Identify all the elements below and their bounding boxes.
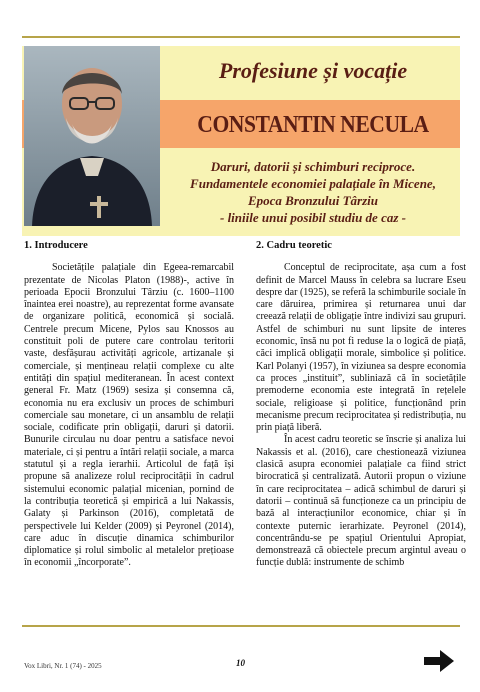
rubric-title: Profesiune și vocație [218,58,408,83]
journal-info: Vox Libri, Nr. 1 (74) - 2025 [24,662,102,670]
theory-paragraph-1: Conceptul de reciprocitate, așa cum a fost definit de Marcel Mauss în celebra sa lucrare Eseu despre dar (1925), se referă la schimburile sociale în care dăruirea, primirea și returnarea unui dar creează relații de obligație între indivizi sau grupuri. Astfel de schimburi nu sunt lipsite de interes economic, însă nu pot fi reduse la o logică de piață, căci implică obligații morale, simbolice și politice. Karl Polanyi (1957), în viziunea sa despre economia ca proces „instituit”, subliniază că în societățile premoderne economia este integrată în rețelele sociale, religioase și politice, funcționând prin mecanisme precum reciprocitatea și redistribuția, nu prin piață liberă. [256,262,466,434]
subtitle-line: Daruri, datorii și schimburi reciproce. [210,159,416,174]
left-column [24,240,234,570]
section-title-introduction: 1. Introducere [24,240,88,251]
section-title-theory: 2. Cadru teoretic [256,240,332,251]
arrow-right-icon[interactable] [424,650,454,677]
author-name: CONSTANTIN NECULA [197,112,429,138]
theory-paragraph-2: În acest cadru teoretic se înscrie și analiza lui Nakassis et al. (2016), care chestionează viziunea clasică asupra economiei palațiale ca fiind strict birocratică și centralizată. Autorii propun o viziune în care reciprocitatea – adică schimbul de daruri și datorii – continuă să funcționeze ca un principiu de bază al interacțiunilor economice, chiar și în contexte puternic ierarhizate. Peyronel (2014), concentrându-se pe spațiul Orientului Apropiat, demonstrează că obiectele precum argintul aveau o funcție dublă: instrumente de schimb [256,434,466,569]
right-column [256,240,466,570]
subtitle-line: Epoca Bronzului Târziu [247,193,379,208]
subtitle-line: - liniile unui posibil studiu de caz - [219,210,406,225]
author-portrait [24,46,160,226]
subtitle-line: Fundamentele economiei palațiale în Micene, [190,176,436,191]
bottom-rule [22,625,460,627]
top-rule [22,36,460,38]
page-number: 10 [236,658,245,668]
introduction-paragraph: Societățile palațiale din Egeea-remarcabil prezentate de Nicolas Platon (1988)-, active în perioada Epocii Bronzului Târziu (c. 1600–1100 înaintea erei noastre), au reprezentat forme avansate de organizare politică, economică și socială. Centrele precum Micene, Pylos sau Knossos au constituit poli de putere care controlau teritorii vaste, desfășurau activități agricole, artizanale și comerciale, și mențineau relații complexe cu alte entități din spațiul mediteranean. În acest context general Fr. Matz (1969) sesiza și consemna că, economia nu era exclusiv un proces de schimburi comerciale sau monetare, ci un ansamblu de relații sociale, codificate prin obligații, daruri și datorii. Bunurile circulau nu doar pentru a satisface nevoi materiale, ci și pentru a întări relații sociale, a marca statutul și a regla ierarhii. Articolul de față își propune să analizeze rolul reciprocității în cadrul sistemului economic palațial micenian, pornind de la contribuția teoretică și empirică a lui Nakassis, Galaty și Parkinson (2016), completată de perspectivele lui Kelder (2009) și Peyronel (2014), care aduc în discuție dinamica schimburilor diplomatice și rolul simbolic al metalelor prețioase în economii „încorporate”. [24,262,234,569]
article-subtitle [168,158,458,226]
